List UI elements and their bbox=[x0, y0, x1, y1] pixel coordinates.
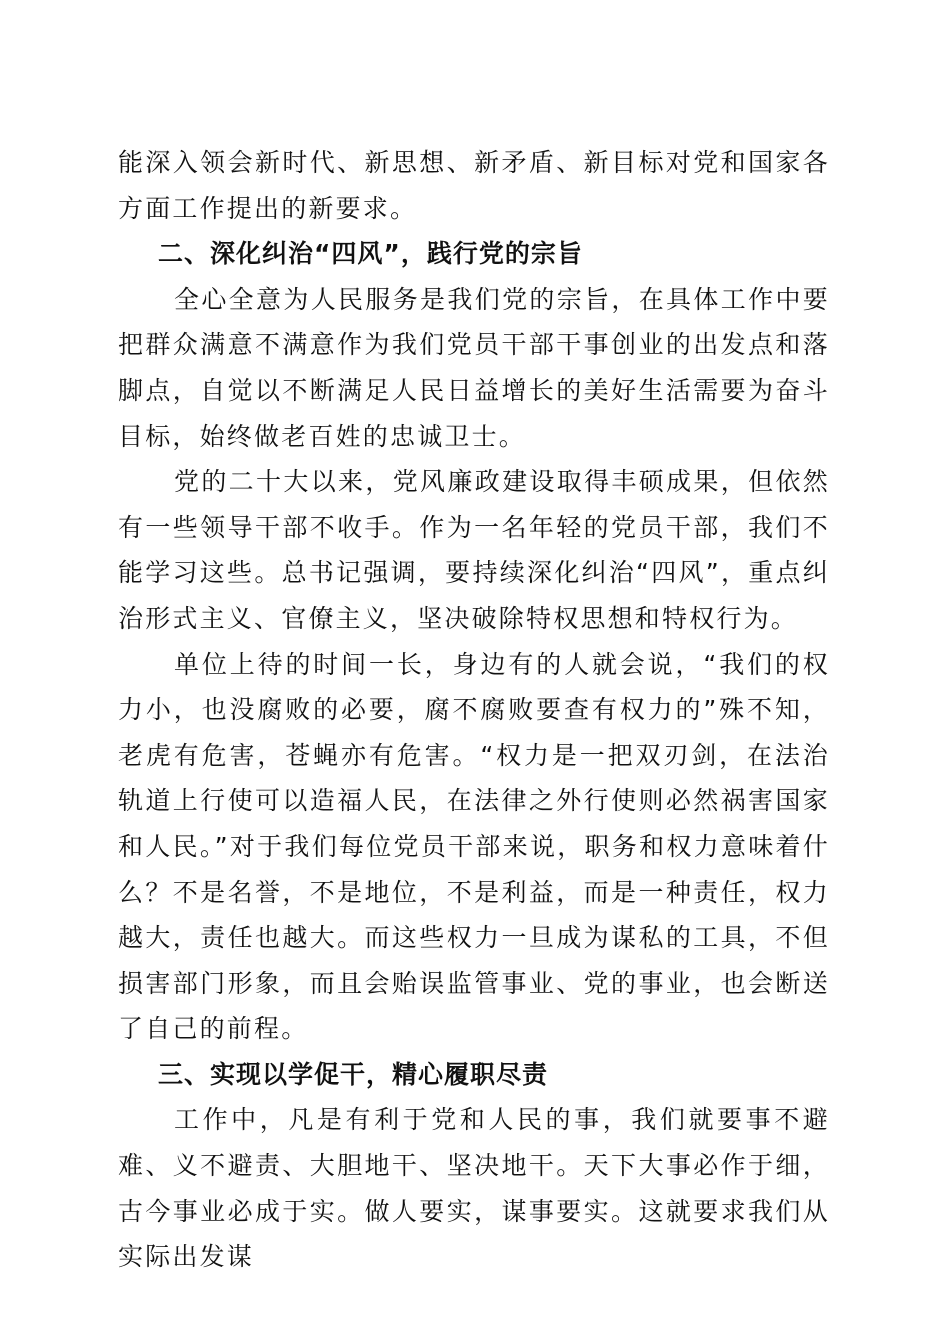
section-heading-2: 二、深化纠治“四风”，践行党的宗旨 bbox=[158, 239, 583, 269]
paragraph: 工作中，凡是有利于党和人民的事，我们就要事不避难、义不避责、大胆地干、坚决地干。天下大事必作于细，古今事业必成于实。做人要实，谋事要实。这就要求我们从实际出发谋 bbox=[118, 1105, 830, 1272]
document-body bbox=[118, 140, 830, 1280]
paragraph: 全心全意为人民服务是我们党的宗旨，在具体工作中要把群众满意不满意作为我们党员干部干事创业的出发点和落脚点，自觉以不断满足人民日益增长的美好生活需要为奋斗目标，始终做老百姓的忠诚卫士。 bbox=[118, 284, 830, 451]
section-heading-3: 三、实现以学促干，精心履职尽责 bbox=[158, 1059, 549, 1089]
paragraph-continuation: 能深入领会新时代、新思想、新矛盾、新目标对党和国家各方面工作提出的新要求。 bbox=[118, 148, 830, 223]
paragraph: 党的二十大以来，党风廉政建设取得丰硕成果，但依然有一些领导干部不收手。作为一名年轻的党员干部，我们不能学习这些。总书记强调，要持续深化纠治“四风”，重点纠治形式主义、官僚主义，坚决破除特权思想和特权行为。 bbox=[118, 467, 830, 633]
paragraph: 单位上待的时间一长，身边有的人就会说，“我们的权力小，也没腐败的必要，腐不腐败要查有权力的”殊不知，老虎有危害，苍蝇亦有危害。“权力是一把双刃剑，在法治轨道上行使可以造福人民，在法律之外行使则必然祸害国家和人民。”对于我们每位党员干部来说，职务和权力意味着什么？不是名誉，不是地位，不是利益，而是一种责任，权力越大，责任也越大。而这些权力一旦成为谋私的工具，不但损害部门形象，而且会贻误监管事业、党的事业，也会断送了自己的前程。 bbox=[118, 649, 830, 1044]
